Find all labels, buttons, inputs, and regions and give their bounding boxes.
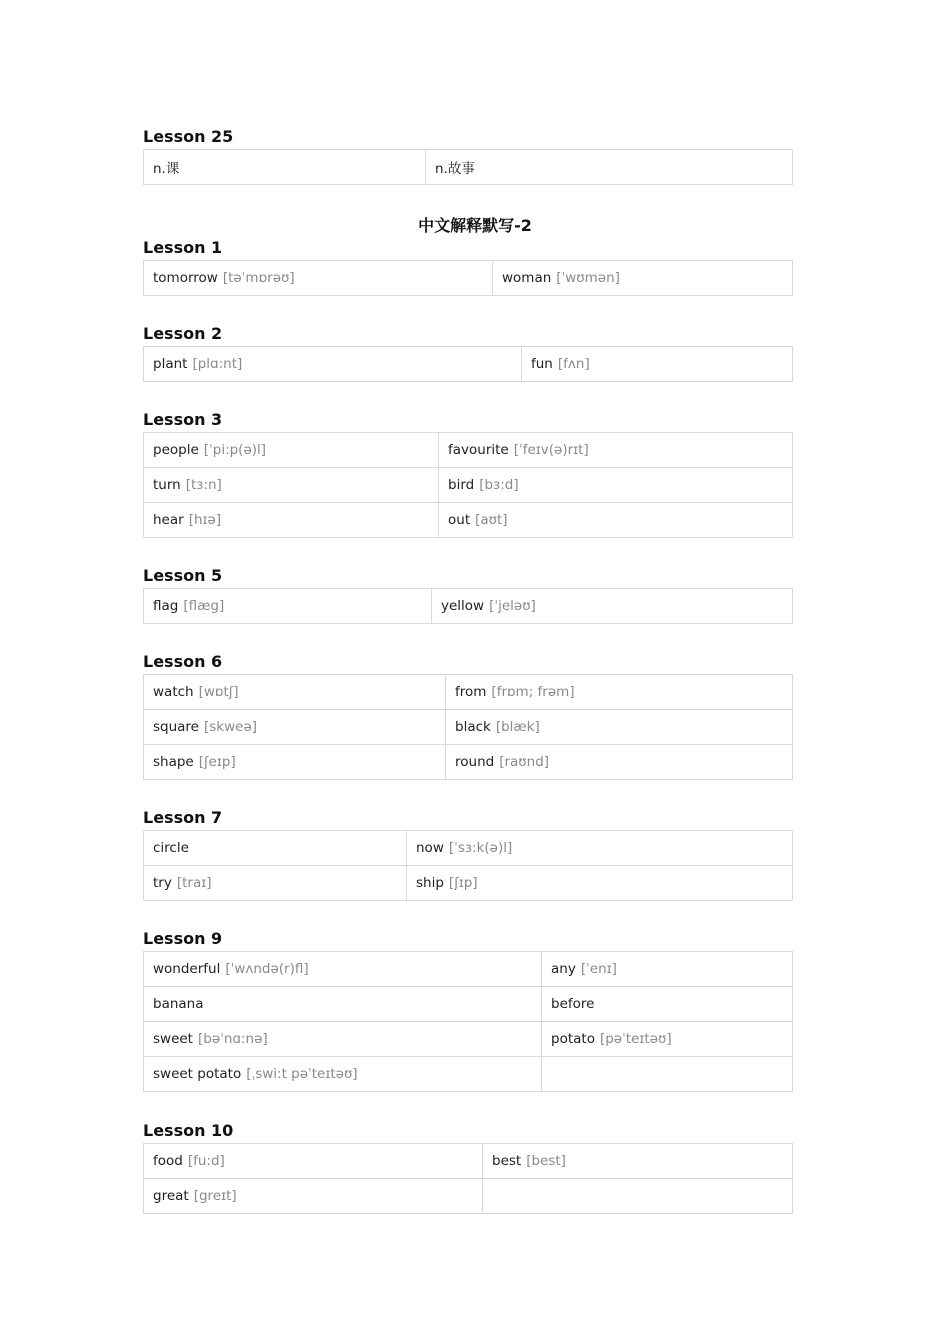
vocab-table (143, 432, 793, 538)
vocab-cell (446, 710, 793, 745)
table-row (144, 589, 793, 624)
table-row (144, 987, 793, 1022)
vocab-cell (144, 866, 407, 901)
phonetic: [təˈmɒrəʊ] (222, 270, 295, 286)
phonetic: [pəˈteɪtəʊ] (599, 1031, 672, 1047)
vocab-word: wonderful (153, 961, 221, 977)
vocab-cell (144, 831, 407, 866)
vocab-word: favourite (448, 442, 509, 458)
lesson-title: Lesson 9 (143, 929, 223, 948)
vocab-cell (439, 433, 793, 468)
lesson-title: Lesson 6 (143, 652, 223, 671)
phonetic: [ˈwʊmən] (556, 270, 620, 286)
vocab-cell (407, 831, 793, 866)
vocab-word: woman (502, 270, 552, 286)
table-row (144, 1179, 793, 1214)
phonetic: [fu:d] (187, 1153, 225, 1169)
table-row (144, 503, 793, 538)
vocab-cell (144, 987, 542, 1022)
vocab-cell (144, 261, 493, 296)
vocab-cell (446, 745, 793, 780)
page-title: 中文解释默写-2 (418, 216, 532, 235)
vocab-cell (144, 710, 446, 745)
vocab-word: sweet potato (153, 1066, 242, 1082)
vocab-cell (144, 150, 426, 185)
vocab-cell (483, 1179, 793, 1214)
table-row (144, 831, 793, 866)
vocab-cell (144, 952, 542, 987)
lesson-title: Lesson 7 (143, 808, 223, 827)
vocab-cell (144, 347, 522, 382)
vocab-word: shape (153, 754, 194, 770)
phonetic: [bəˈnɑ:nə] (197, 1031, 268, 1047)
vocab-cell (439, 468, 793, 503)
vocab-word: hear (153, 512, 184, 528)
vocab-word: food (153, 1153, 183, 1169)
lesson-title: Lesson 2 (143, 324, 223, 343)
phonetic: [ˈenɪ] (580, 961, 617, 977)
phonetic: [tɜ:n] (185, 477, 222, 493)
table-row (144, 433, 793, 468)
vocab-table (143, 260, 793, 296)
vocab-cell (542, 1057, 793, 1092)
table-row (144, 866, 793, 901)
table-row (144, 675, 793, 710)
phonetic: [ˈfeɪv(ə)rɪt] (513, 442, 589, 458)
phonetic: [plɑ:nt] (192, 356, 243, 372)
vocab-table (143, 346, 793, 382)
vocab-cell (144, 433, 439, 468)
phonetic: [flæg] (183, 598, 225, 614)
vocab-cell (542, 987, 793, 1022)
vocab-word: great (153, 1188, 189, 1204)
vocab-word: fun (531, 356, 553, 372)
vocab-word: best (492, 1153, 522, 1169)
vocab-cell (144, 468, 439, 503)
vocab-word: from (455, 684, 487, 700)
phonetic: [ˈsɜ:k(ə)l] (448, 840, 513, 856)
phonetic: [aʊt] (475, 512, 508, 528)
vocab-cell (522, 347, 793, 382)
vocab-word: banana (153, 996, 204, 1012)
vocab-word: out (448, 512, 471, 528)
vocab-word: sweet (153, 1031, 193, 1047)
vocab-word: black (455, 719, 491, 735)
table-row (144, 261, 793, 296)
vocab-word: any (551, 961, 576, 977)
table-row (144, 1057, 793, 1092)
vocab-word: n.故事 (435, 161, 475, 177)
vocab-table (143, 588, 793, 624)
vocab-word: try (153, 875, 172, 891)
table-row (144, 1022, 793, 1057)
vocab-word: bird (448, 477, 475, 493)
vocab-cell (144, 589, 432, 624)
vocab-cell (446, 675, 793, 710)
table-row (144, 952, 793, 987)
phonetic: [wɒtʃ] (198, 684, 239, 700)
vocab-cell (144, 1022, 542, 1057)
lesson-title: Lesson 5 (143, 566, 223, 585)
vocab-word: watch (153, 684, 194, 700)
table-row (144, 745, 793, 780)
phonetic: [greɪt] (193, 1188, 237, 1204)
phonetic: [ˌswi:t pəˈteɪtəʊ] (246, 1066, 358, 1082)
vocab-word: n.课 (153, 161, 180, 177)
vocab-cell (144, 1057, 542, 1092)
lesson-title: Lesson 25 (143, 127, 234, 146)
vocab-cell (542, 952, 793, 987)
table-row (144, 1144, 793, 1179)
phonetic: [raʊnd] (499, 754, 550, 770)
vocab-word: round (455, 754, 495, 770)
phonetic: [traɪ] (176, 875, 212, 891)
vocab-cell (144, 745, 446, 780)
phonetic: [ʃeɪp] (198, 754, 236, 770)
vocab-cell (483, 1144, 793, 1179)
vocab-cell (426, 150, 793, 185)
vocab-word: now (416, 840, 444, 856)
table-row (144, 347, 793, 382)
table-row (144, 468, 793, 503)
table-row (144, 150, 793, 185)
vocab-word: turn (153, 477, 181, 493)
vocab-word: yellow (441, 598, 485, 614)
vocab-cell (542, 1022, 793, 1057)
vocab-word: before (551, 996, 595, 1012)
vocab-word: flag (153, 598, 179, 614)
vocab-cell (493, 261, 793, 296)
lesson-title: Lesson 1 (143, 238, 223, 257)
phonetic: [best] (526, 1153, 566, 1169)
vocab-cell (407, 866, 793, 901)
vocab-cell (439, 503, 793, 538)
vocab-table (143, 149, 793, 185)
vocab-word: square (153, 719, 199, 735)
lesson-title: Lesson 10 (143, 1121, 234, 1140)
vocab-table (143, 1143, 793, 1214)
vocab-word: tomorrow (153, 270, 218, 286)
phonetic: [hɪə] (188, 512, 222, 528)
vocab-cell (144, 1179, 483, 1214)
vocab-table (143, 951, 793, 1092)
lesson-title: Lesson 3 (143, 410, 223, 429)
phonetic: [bɜ:d] (479, 477, 519, 493)
vocab-word: people (153, 442, 199, 458)
phonetic: [fʌn] (557, 356, 590, 372)
phonetic: [ˈpi:p(ə)l] (203, 442, 267, 458)
phonetic: [frɒm; frəm] (491, 684, 575, 700)
phonetic: [blæk] (495, 719, 540, 735)
vocab-cell (144, 675, 446, 710)
vocab-word: plant (153, 356, 188, 372)
vocab-word: ship (416, 875, 444, 891)
phonetic: [skweə] (204, 719, 258, 735)
phonetic: [ˈjeləʊ] (489, 598, 536, 614)
phonetic: [ˈwʌndə(r)fl] (225, 961, 309, 977)
vocab-cell (144, 1144, 483, 1179)
vocab-table (143, 674, 793, 780)
table-row (144, 710, 793, 745)
vocab-cell (144, 503, 439, 538)
phonetic: [ʃɪp] (448, 875, 478, 891)
vocab-word: potato (551, 1031, 595, 1047)
vocab-word: circle (153, 840, 189, 856)
vocab-cell (432, 589, 793, 624)
vocab-table (143, 830, 793, 901)
